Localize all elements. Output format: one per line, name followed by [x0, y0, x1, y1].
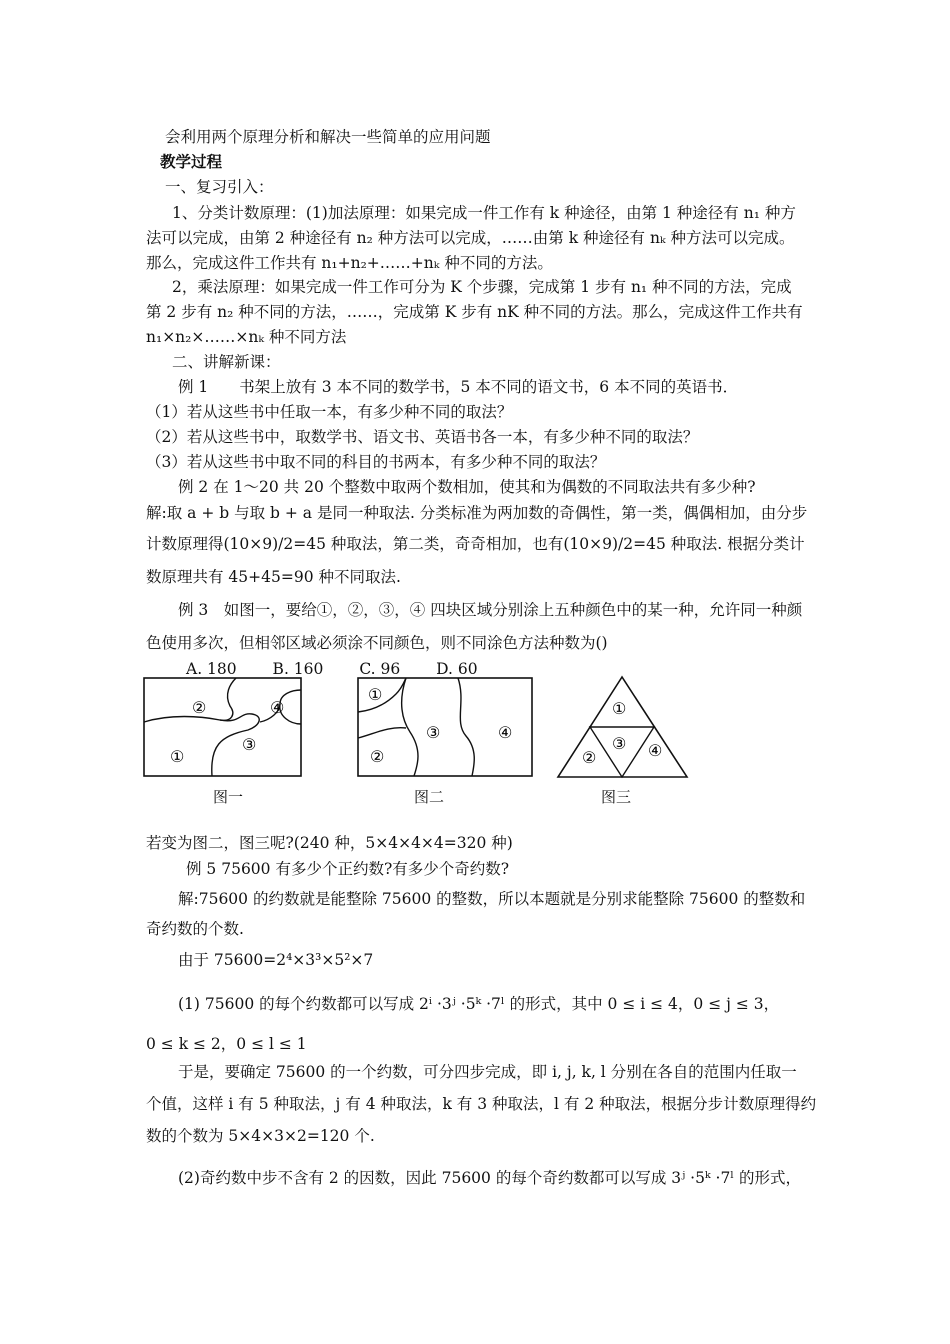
- text-multiplication-3: n₁×n₂×……×nₖ 种不同方法: [146, 328, 347, 346]
- example-1-q3: （3）若从这些书中取不同的科目的书两本，有多少种不同的取法？: [146, 453, 606, 471]
- example-1: 例 1 书架上放有 3 本不同的数学书，5 本不同的语文书，6 本不同的英语书．: [178, 378, 739, 396]
- figure-2-map: [356, 676, 536, 782]
- part-1-form: (1) 75600 的每个约数都可以写成 2ⁱ ·3ʲ ·5ᵏ ·7ˡ 的形式，其中 0 ≤ i ≤ 4，0 ≤ j ≤ 3，: [178, 995, 780, 1013]
- part-1-steps-2: 个值，这样 i 有 5 种取法，j 有 4 种取法，k 有 3 种取法，l 有 2 种取法，根据分步计数原理得约: [146, 1095, 817, 1113]
- figure-1-label-1: ①: [170, 747, 185, 766]
- example-3: 例 3 如图一，要给①，②，③，④ 四块区域分别涂上五种颜色中的某一种，允许同一种颜: [178, 601, 803, 619]
- figure-1-label-3: ③: [242, 735, 257, 754]
- factorization: 由于 75600=2⁴×3³×5²×7: [178, 951, 374, 969]
- figure-3-label-2: ②: [582, 748, 597, 767]
- figure-3-label-4: ④: [648, 741, 663, 760]
- figure-2-label-2: ②: [370, 747, 385, 766]
- text-multiplication-1: 2，乘法原理：如果完成一件工作可分为 K 个步骤，完成第 1 步有 n₁ 种不同的方法，完成: [172, 278, 792, 296]
- figure-3-caption: 图三: [601, 788, 632, 806]
- example-1-q1: （1）若从这些书中任取一本，有多少种不同的取法？: [146, 403, 513, 421]
- figure-2-label-1: ①: [368, 685, 383, 704]
- example-2-solution-1: 解:取 a + b 与取 b + a 是同一种取法. 分类标准为两加数的奇偶性，第一类，偶偶相加，由分步: [146, 504, 808, 522]
- text-addition-3: 那么，完成这件工作共有 n₁+n₂+……+nₖ 种不同的方法。: [146, 254, 553, 272]
- part-2-odd-divisors: (2)奇约数中步不含有 2 的因数，因此 75600 的每个奇约数都可以写成 3ʲ ·5ᵏ ·7ˡ 的形式，: [178, 1169, 801, 1187]
- figure-2-label-3: ③: [426, 723, 441, 742]
- section-heading-process: 教学过程: [160, 152, 223, 171]
- text-addition-2: 法可以完成，由第 2 种途径有 n₂ 种方法可以完成，……由第 k 种途径有 nₖ 种方法可以完成。: [146, 229, 795, 247]
- example-2-solution-3: 数原理共有 45+45=90 种不同取法.: [146, 568, 401, 586]
- variation-question: 若变为图二，图三呢?(240 种，5×4×4×4=320 种): [146, 834, 513, 852]
- text-multiplication-2: 第 2 步有 n₂ 种不同的方法，……，完成第 K 步有 nK 种不同的方法。那么，完成这件工作共有: [146, 303, 803, 321]
- heading-review: 一、复习引入：: [165, 178, 274, 196]
- figure-1-map: [140, 676, 304, 782]
- part-1-result: 数的个数为 5×4×3×2=120 个.: [146, 1127, 375, 1145]
- figure-3-label-1: ①: [612, 699, 627, 718]
- part-1-steps-1: 于是，要确定 75600 的一个约数，可分四步完成，即 i, j, k, l 分别在各自的范围内任取一: [178, 1063, 797, 1081]
- heading-new-lesson: 二、讲解新课：: [172, 353, 281, 371]
- example-5: 例 5 75600 有多少个正约数?有多少个奇约数?: [186, 860, 510, 878]
- line-objective: 会利用两个原理分析和解决一些简单的应用问题: [165, 128, 491, 146]
- example-5-solution-2: 奇约数的个数.: [146, 920, 244, 938]
- example-1-q2: （2）若从这些书中，取数学书、语文书、英语书各一本，有多少种不同的取法？: [146, 428, 699, 446]
- part-1-ranges: 0 ≤ k ≤ 2，0 ≤ l ≤ 1: [146, 1035, 307, 1053]
- figure-1-label-4: ④: [270, 698, 285, 717]
- example-2: 例 2 在 1～20 共 20 个整数中取两个数相加，使其和为偶数的不同取法共有多少种?: [178, 478, 756, 496]
- figure-2-label-4: ④: [498, 723, 513, 742]
- example-3-options: A. 180 B. 160 C. 96 D. 60: [186, 660, 478, 678]
- figure-3-triangle: [556, 674, 690, 780]
- text-addition-1: 1、分类计数原理：(1)加法原理：如果完成一件工作有 k 种途径，由第 1 种途径有 n₁ 种方: [172, 204, 796, 222]
- figure-2-caption: 图二: [414, 788, 445, 806]
- example-5-solution-1: 解:75600 的约数就是能整除 75600 的整数，所以本题就是分别求能整除 75600 的整数和: [178, 890, 806, 908]
- example-2-solution-2: 计数原理得(10×9)/2=45 种取法，第二类，奇奇相加，也有(10×9)/2=45 种取法. 根据分类计: [146, 535, 805, 553]
- figure-3-label-3: ③: [612, 734, 627, 753]
- example-3-line2: 色使用多次，但相邻区域必须涂不同颜色，则不同涂色方法种数为(): [146, 634, 608, 652]
- figure-1-label-2: ②: [192, 698, 207, 717]
- figure-1-caption: 图一: [213, 788, 244, 806]
